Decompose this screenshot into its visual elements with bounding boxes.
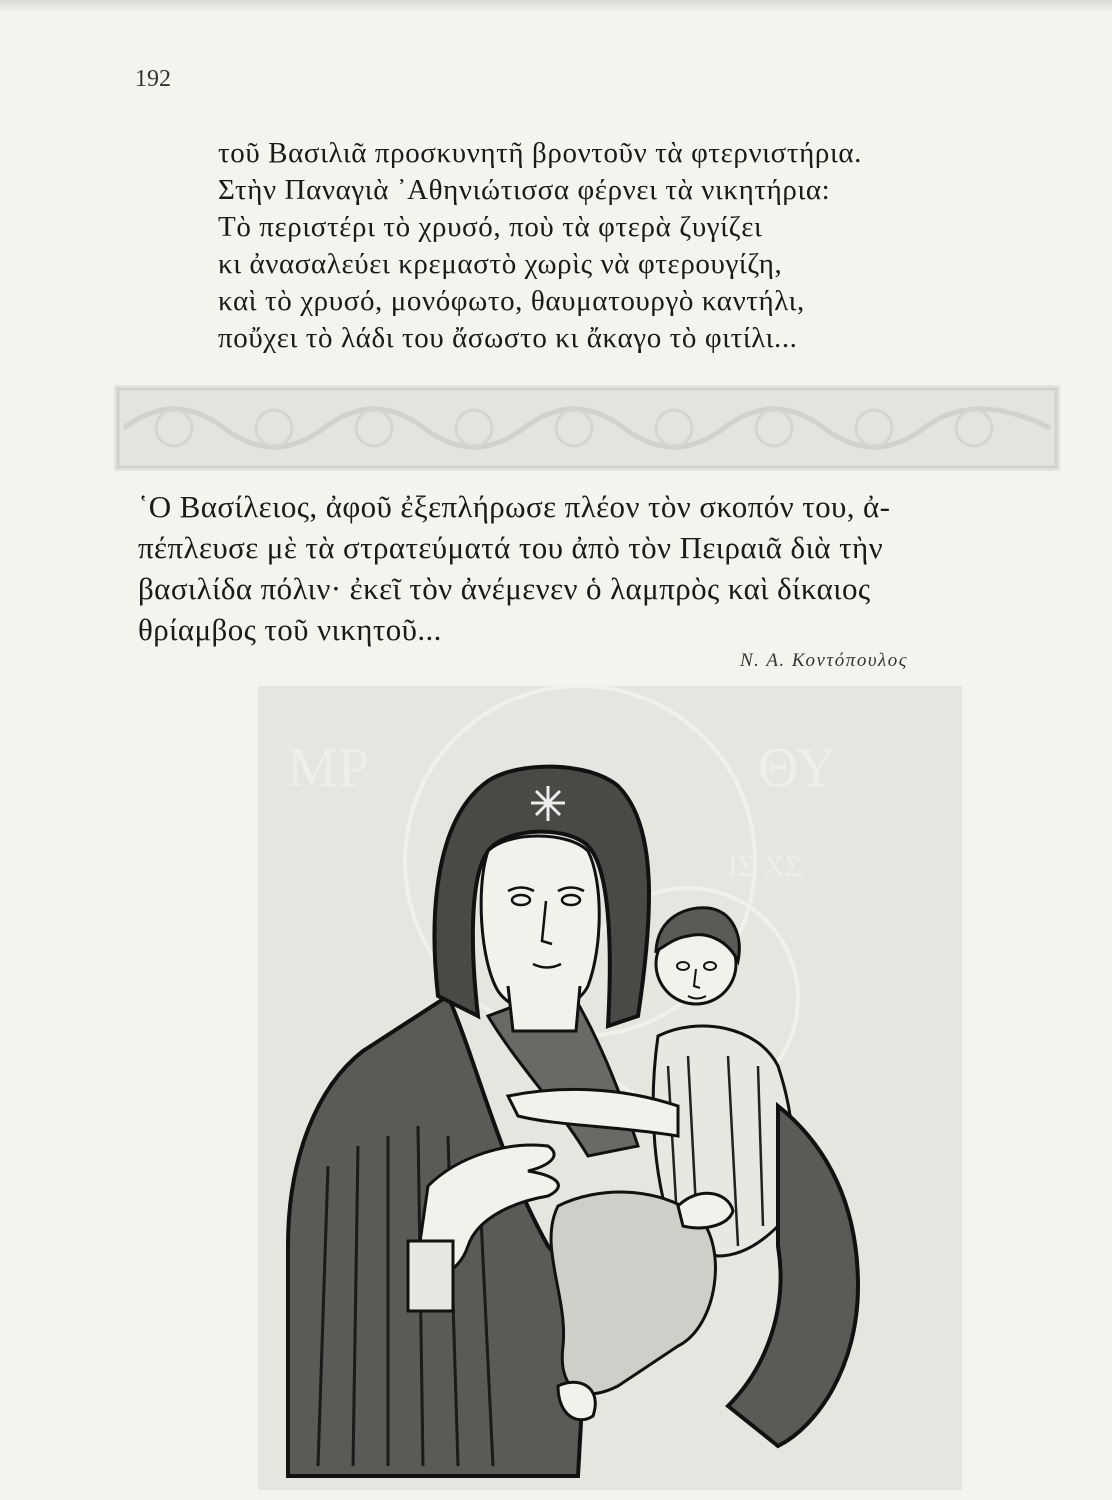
poem-line: Στὴν Παναγιὰ ᾿Αθηνιώτισσα φέρνει τὰ νικητήρια: [218, 174, 831, 206]
inscription-christ: ΙΣ ΧΣ [728, 850, 803, 883]
poem-line: κι ἀνασαλεύει κρεμαστὸ χωρὶς νὰ φτερουγίζη, [218, 248, 783, 280]
virgin-and-child-icon-illustration [258, 686, 962, 1490]
ornamental-divider-band [114, 385, 1060, 471]
page-number: 192 [135, 66, 171, 92]
poem-stanza [218, 135, 998, 357]
prose-line: θρίαμβος τοῦ νικητοῦ... [138, 612, 442, 647]
prose-line: βασιλίδα πόλιν· ἐκεῖ τὸν ἀνέμενεν ὁ λαμπρὸς καὶ δίκαιος [138, 571, 871, 606]
author-signature: Ν. Α. Κοντόπουλος [740, 650, 908, 671]
poem-line: Τὸ περιστέρι τὸ χρυσό, ποὺ τὰ φτερὰ ζυγίζει [218, 211, 763, 243]
poem-line: ποὔχει τὸ λάδι του ἄσωστο κι ἄκαγο τὸ φιτίλι... [218, 322, 798, 354]
prose-line: ῾Ο Βασίλειος, ἀφοῦ ἐξεπλήρωσε πλέον τὸν σκοπόν του, ἀ- [138, 489, 891, 524]
prose-line: πέπλευσε μὲ τὰ στρατεύματά του ἀπὸ τὸν Πειραιᾶ διὰ τὴν [138, 530, 883, 565]
prose-paragraph [138, 486, 1008, 650]
poem-line: τοῦ Βασιλιᾶ προσκυνητῆ βροντοῦν τὰ φτερνιστήρια. [218, 137, 862, 169]
poem-line: καὶ τὸ χρυσό, μονόφωτο, θαυματουργὸ καντήλι, [218, 285, 805, 317]
page-top-edge [0, 0, 1112, 12]
inscription-meter: ΜΡ [288, 737, 369, 799]
inscription-theou: ΘΥ [758, 737, 837, 799]
